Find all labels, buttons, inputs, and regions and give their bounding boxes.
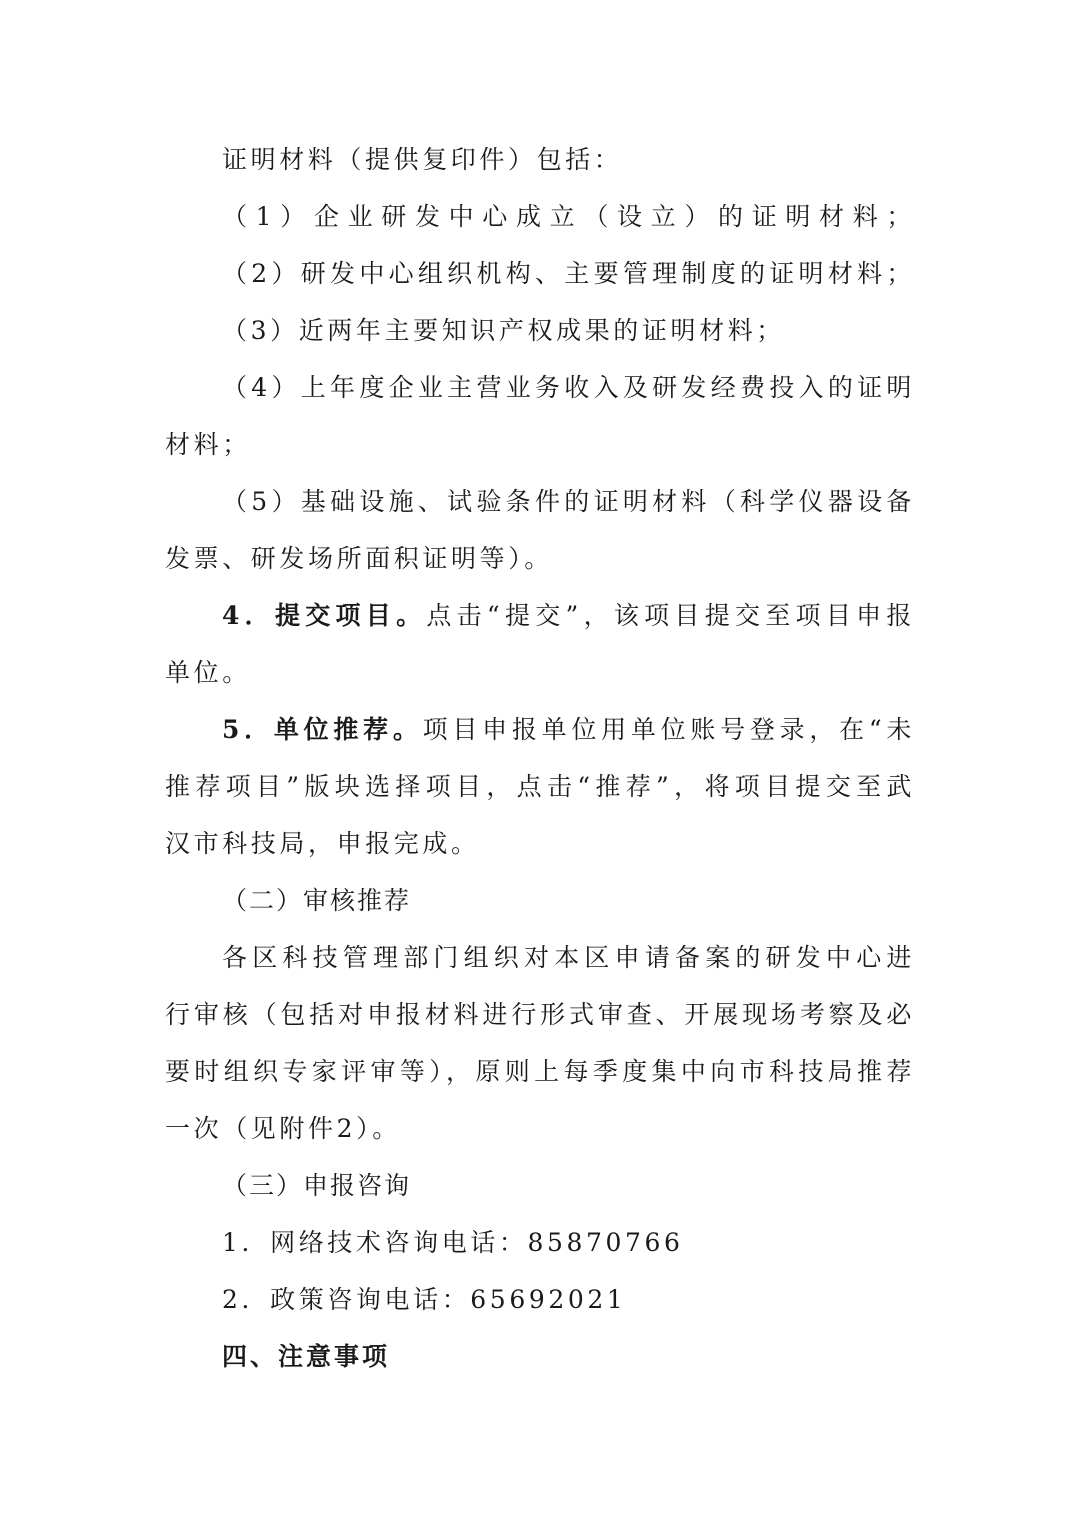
section-notes-heading: 四、注意事项 <box>222 1342 391 1371</box>
policy-consult-phone: 2．政策咨询电话：65692021 <box>222 1285 627 1314</box>
section-review-heading: （二）审核推荐 <box>222 886 412 915</box>
review-paragraph-line-4: 一次（见附件2）。 <box>165 1114 401 1143</box>
step-5-paragraph <box>222 713 915 747</box>
material-item-2: （2）研发中心组织机构、主要管理制度的证明材料； <box>222 259 915 288</box>
material-item-4: （4）上年度企业主营业务收入及研发经费投入的证明 <box>222 373 915 402</box>
review-paragraph-line-3: 要时组织专家评审等），原则上每季度集中向市科技局推荐 <box>165 1057 915 1086</box>
material-item-5: （5）基础设施、试验条件的证明材料（科学仪器设备 <box>222 487 915 516</box>
step-5-heading: 5．单位推荐。 <box>222 715 423 744</box>
review-paragraph-line-2: 行审核（包括对申报材料进行形式审查、开展现场考察及必 <box>165 1000 915 1029</box>
material-item-5-continued: 发票、研发场所面积证明等）。 <box>165 544 553 573</box>
tech-consult-phone: 1．网络技术咨询电话：85870766 <box>222 1228 684 1257</box>
section-consult-heading: （三）申报咨询 <box>222 1171 412 1200</box>
review-paragraph-line-1: 各区科技管理部门组织对本区申请备案的研发中心进 <box>222 943 915 972</box>
step-4-heading: 4．提交项目。 <box>222 601 427 630</box>
step-5-text: 项目申报单位用单位账号登录，在“未 <box>422 715 915 744</box>
step-4-text: 点击“提交”，该项目提交至项目申报 <box>426 601 915 630</box>
step-4-paragraph <box>222 599 915 633</box>
materials-intro: 证明材料（提供复印件）包括： <box>222 145 623 174</box>
material-item-3: （3）近两年主要知识产权成果的证明材料； <box>222 316 785 345</box>
step-4-continued: 单位。 <box>165 658 251 687</box>
step-5-line-2: 推荐项目”版块选择项目，点击“推荐”，将项目提交至武 <box>165 772 915 801</box>
step-5-line-3: 汉市科技局，申报完成。 <box>165 829 480 858</box>
material-item-1: （1）企业研发中心成立（设立）的证明材料； <box>222 202 915 231</box>
material-item-4-continued: 材料； <box>165 430 251 459</box>
